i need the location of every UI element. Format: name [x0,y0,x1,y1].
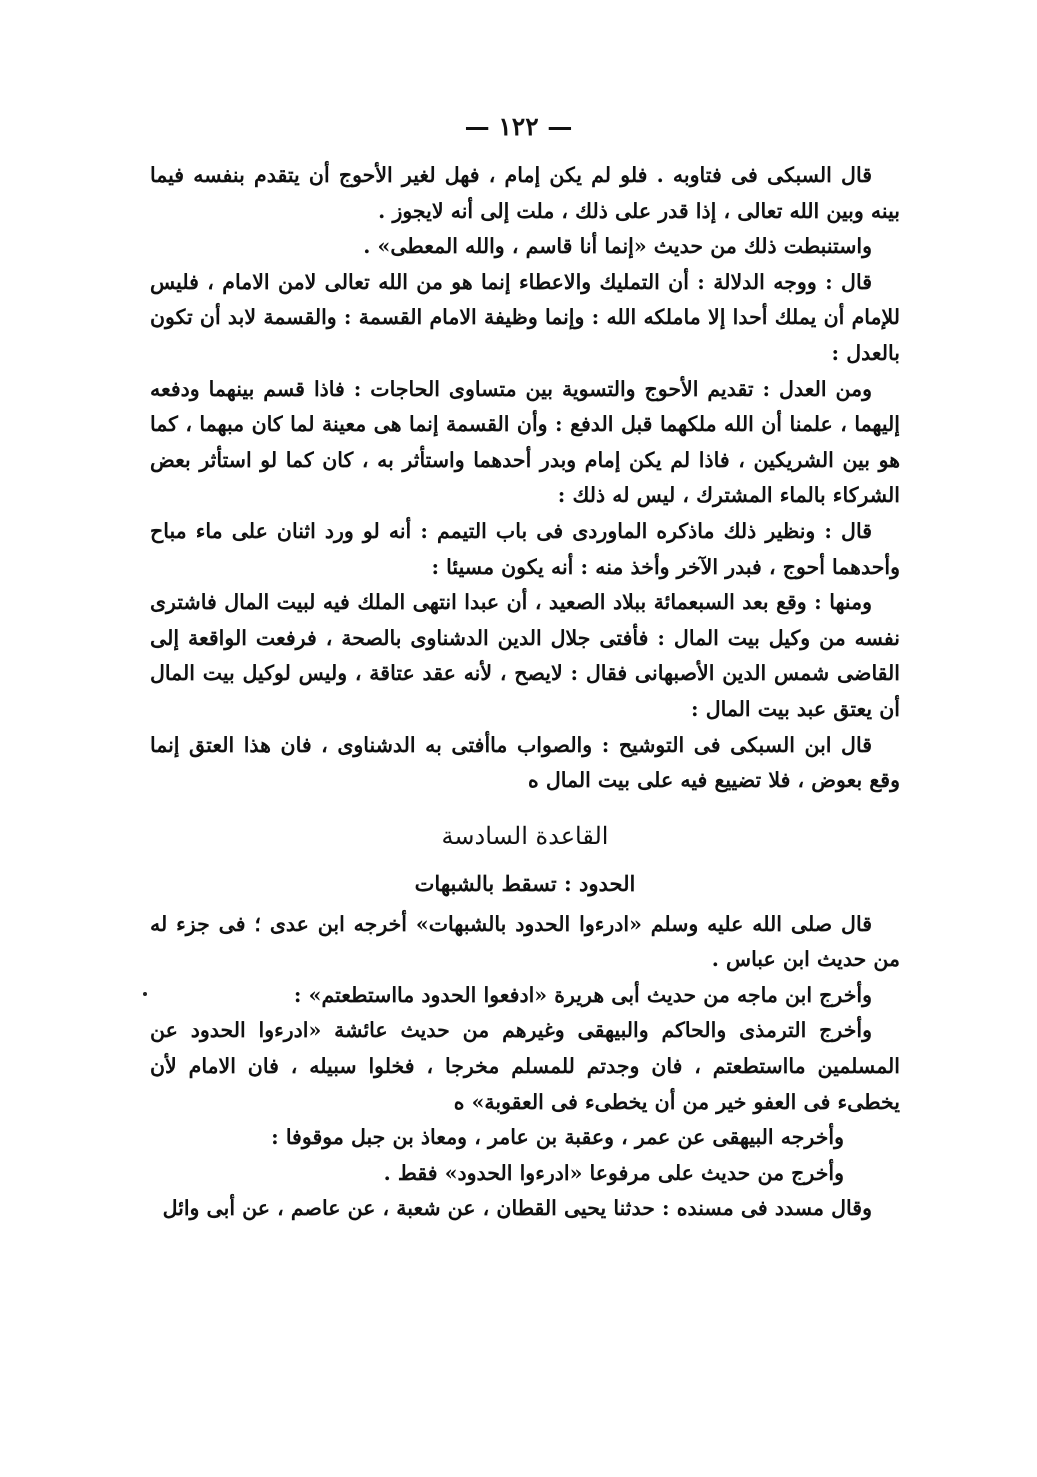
paragraph: قال ابن السبكى فى التوشيح : والصواب ماأفتى به الدشناوى ، فان هذا العتق إنما وقع بعوض ، فلا تضييع فيه على بيت المال ه [150,732,900,793]
paragraph: وأخرج الترمذى والحاكم والبيهقى وغيرهم من حديث عائشة «ادرءوا الحدود عن المسلمين مااستطعتم ، فان وجدتم للمسلم مخرجا ، فخلوا سبيله ، فان الامام لأن يخطىء فى العفو خير من أن يخطىء فى العقوبة» ه [150,1018,900,1114]
paragraph: وأخرج ابن ماجه من حديث أبى هريرة «ادفعوا الحدود مااستطعتم» : [293,982,872,1007]
paragraph: وأخرج من حديث على مرفوعا «ادرءوا الحدود» فقط . [383,1160,844,1185]
main-text [150,158,900,1227]
paragraph: ومن العدل : تقديم الأحوج والتسوية بين متساوى الحاجات : فاذا قسم بينهما ودفعه إليهما ، علمنا أن الله ملكهما قبل الدفع : وأن القسمة إنما هى معينة لما كان مبهما ، كما هو بين الشريكين ، فاذا لم يكن إمام وبدر أحدهما واستأثر به ، كان كما لو استأثر بعض الشركاء بالماء المشترك ، ليس له ذلك : [150,376,900,508]
paragraph: واستنبطت ذلك من حديث «إنما أنا قاسم ، والله المعطى» . [363,234,872,259]
paragraph: وقال مسدد فى مسنده : حدثنا يحيى القطان ، عن شعبة ، عن عاصم ، عن أبى وائل [162,1196,872,1221]
paragraph: وأخرجه البيهقى عن عمر ، وعقبة بن عامر ، ومعاذ بن جبل موقوفا : [271,1125,844,1150]
paragraph: قال السبكى فى فتاوبه . فلو لم يكن إمام ، فهل لغير الأحوج أن يتقدم بنفسه فيما بينه وبين الله تعالى ، إذا قدر على ذلك ، ملت إلى أنه لايجوز . [150,163,900,223]
paragraph: قال : ونظير ذلك ماذكره الماوردى فى باب التيمم : أنه لو ورد اثنان على ماء مباح وأحدهما أحوج ، فبدر الآخر وأخذ منه : أنه يكون مسيئا : [150,518,900,579]
paragraph: قال صلى الله عليه وسلم «ادرءوا الحدود بالشبهات» أخرجه ابن عدى ؛ فى جزء له من حديث ابن عباس . [150,911,900,972]
section-title: القاعدة السادسة [441,821,609,850]
paragraph: قال : ووجه الدلالة : أن التمليك والاعطاء إنما هو من الله تعالى لامن الامام ، فليس للإمام أن يملك أحدا إلا ماملكه الله : وإنما وظيفة الامام القسمة : والقسمة لابد أن تكون بالعدل : [150,269,900,365]
ink-speck [143,992,147,996]
paragraph: ومنها : وقع بعد السبعمائة ببلاد الصعيد ، أن عبدا انتهى الملك فيه لبيت المال فاشترى نفسه من وكيل بيت المال : فأفتى جلال الدين الدشناوى بالصحة ، فرفعت الواقعة إلى القاضى شمس الدين الأصبهانى فقال : لايصح ، لأنه عقد عتاقة ، وليس لوكيل بيت المال أن يعتق عبد بيت المال : [150,590,900,721]
section-subtitle: الحدود : تسقط بالشبهات [414,870,636,896]
page-number: — ١٢٢ — [464,112,573,141]
